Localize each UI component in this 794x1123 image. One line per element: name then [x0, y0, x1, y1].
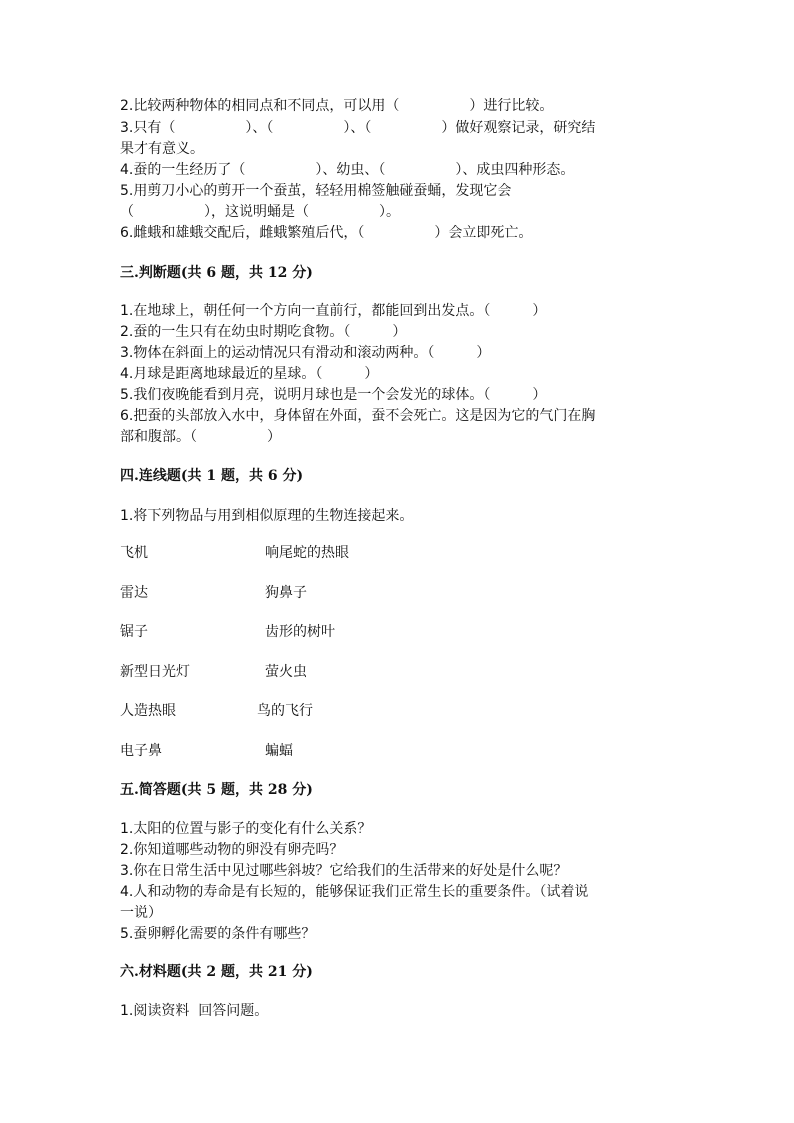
match-question-1: 1.将下列物品与用到相似原理的生物连接起来。 [120, 508, 414, 524]
section-judge-heading: 三.判断题(共 6 题，共 12 分) [120, 265, 313, 281]
match-right-item: 响尾蛇的热眼 [265, 545, 349, 561]
match-right-item: 鸟的飞行 [257, 703, 313, 719]
judge-question-2: 2.蚕的一生只有在幼虫时期吃食物。（ ） [120, 324, 407, 340]
match-left-item: 新型日光灯 [120, 664, 190, 680]
fill-question-2: 2.比较两种物体的相同点和不同点，可以用（ ）进行比较。 [120, 98, 554, 114]
section-match-heading: 四.连线题(共 1 题，共 6 分) [120, 468, 304, 484]
short-question-5: 5.蚕卵孵化需要的条件有哪些？ [120, 926, 316, 942]
judge-question-6-line-1: 6.把蚕的头部放入水中，身体留在外面，蚕不会死亡。这是因为它的气门在胸 [120, 408, 596, 424]
short-question-3: 3.你在日常生活中见过哪些斜坡？它给我们的生活带来的好处是什么呢？ [120, 863, 568, 879]
material-question-1: 1.阅读资料 回答问题。 [120, 1003, 269, 1019]
judge-question-4: 4.月球是距离地球最近的星球。（ ） [120, 366, 379, 382]
section-material-heading: 六.材料题(共 2 题，共 21 分) [120, 964, 313, 980]
match-right-item: 萤火虫 [265, 664, 307, 680]
short-question-2: 2.你知道哪些动物的卵没有卵壳吗？ [120, 842, 344, 858]
judge-question-5: 5.我们夜晚能看到月亮，说明月球也是一个会发光的球体。（ ） [120, 387, 547, 403]
section-short-heading: 五.简答题(共 5 题，共 28 分) [120, 782, 313, 798]
fill-question-3-line-2: 果才有意义。 [120, 141, 204, 157]
judge-question-3: 3.物体在斜面上的运动情况只有滑动和滚动两种。（ ） [120, 345, 491, 361]
match-left-item: 雷达 [120, 585, 148, 601]
fill-question-5-line-2: （ ），这说明蛹是（ ）。 [120, 204, 400, 220]
judge-question-1: 1.在地球上，朝任何一个方向一直前行，都能回到出发点。（ ） [120, 303, 547, 319]
match-right-item: 齿形的树叶 [265, 624, 335, 640]
fill-question-4: 4.蚕的一生经历了（ ）、幼虫、（ ）、成虫四种形态。 [120, 162, 575, 178]
short-question-4-line-2: 一说） [120, 905, 162, 921]
short-question-1: 1.太阳的位置与影子的变化有什么关系？ [120, 821, 372, 837]
judge-question-6-line-2: 部和腹部。（ ） [120, 429, 281, 445]
match-left-item: 飞机 [120, 545, 148, 561]
short-question-4-line-1: 4.人和动物的寿命是有长短的，能够保证我们正常生长的重要条件。（试着说 [120, 884, 589, 900]
match-left-item: 锯子 [120, 624, 148, 640]
match-left-item: 电子鼻 [120, 743, 162, 759]
match-right-item: 蝙蝠 [265, 743, 293, 759]
fill-question-6: 6.雌蛾和雄蛾交配后，雌蛾繁殖后代，（ ）会立即死亡。 [120, 225, 533, 241]
fill-question-5-line-1: 5.用剪刀小心的剪开一个蚕茧，轻轻用棉签触碰蚕蛹，发现它会 [120, 183, 512, 199]
fill-question-3-line-1: 3.只有（ ）、（ ）、（ ）做好观察记录，研究结 [120, 120, 596, 136]
match-right-item: 狗鼻子 [265, 585, 307, 601]
match-left-item: 人造热眼 [120, 703, 176, 719]
